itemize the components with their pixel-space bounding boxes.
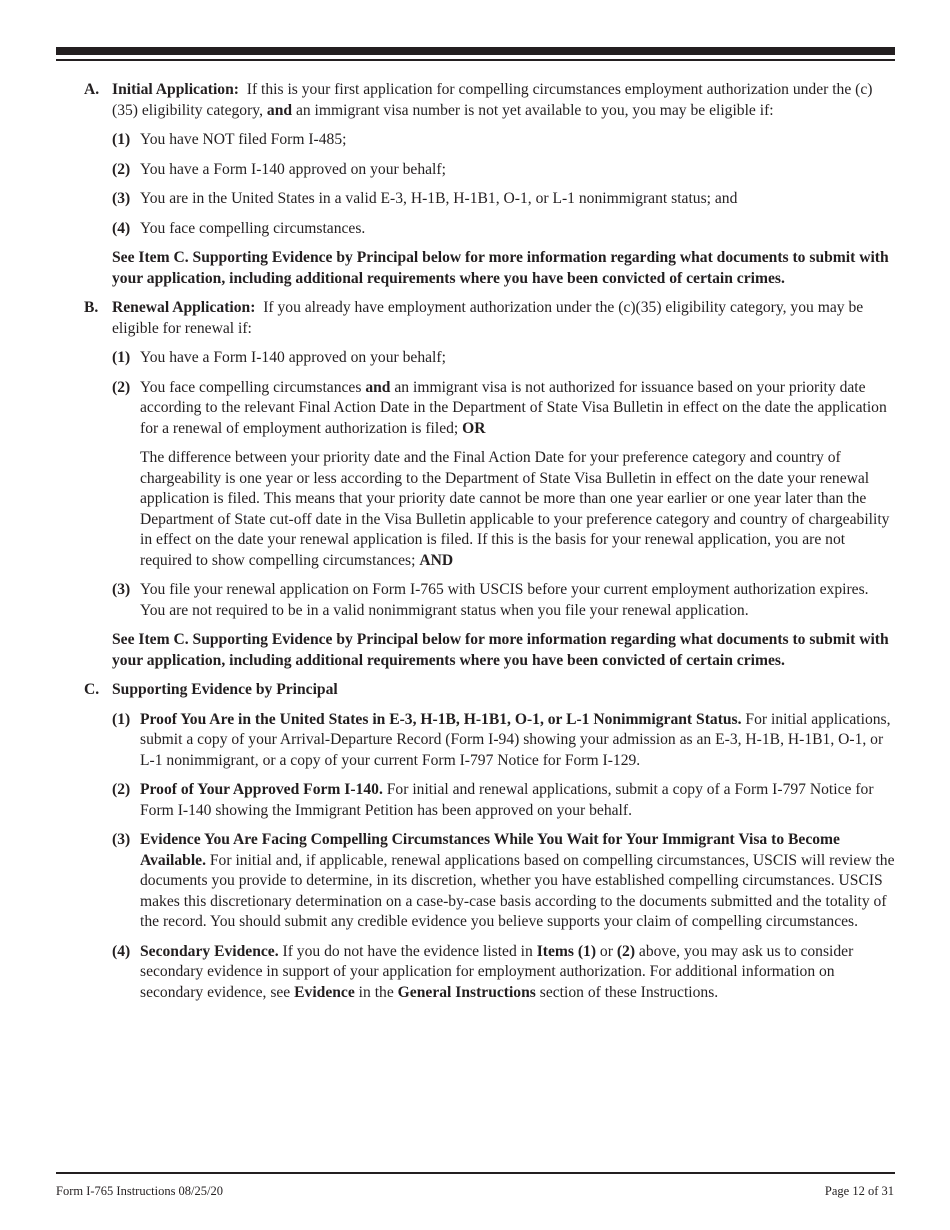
footer-rule <box>56 1172 895 1174</box>
item-title: Proof of Your Approved Form I-140. <box>140 781 383 798</box>
footer-form-name: Form I-765 Instructions 08/25/20 <box>56 1184 224 1198</box>
list-item <box>112 189 896 210</box>
item-and: and <box>365 378 391 396</box>
item-text: You face compelling circumstances <box>140 378 366 396</box>
item-number: (1) <box>112 131 131 148</box>
item-number: (1) <box>112 710 131 728</box>
section-a-note: See Item C. Supporting Evidence by Principal below for more information regarding what documents to submit with your application, including additional requirements where you have been convicted of certain crimes. <box>112 249 889 287</box>
intro-and: and <box>266 101 293 119</box>
list-item <box>112 830 896 933</box>
item-text: section of these Instructions. <box>535 983 719 1001</box>
item-ref-2: (2) <box>616 942 636 960</box>
list-item <box>112 160 896 181</box>
item-number: (4) <box>112 219 131 237</box>
intro-text: If this is your first application for compelling circumstances employment authorization under the (c)(35) eligibility category, <box>112 81 873 119</box>
item-text: You have NOT filed Form I-485; <box>140 131 347 148</box>
item-number: (2) <box>112 378 131 396</box>
item-title: Secondary Evidence. <box>140 942 279 960</box>
item-text-2: an immigrant visa is not authorized for issuance based on your priority date according to the relevant Final Action Date in the Department of State Visa Bulletin in effect on the date the application for a renewal of employment authorization is filed; <box>140 378 887 437</box>
section-b-intro <box>112 298 896 339</box>
list-item <box>112 942 896 1004</box>
section-a <box>84 80 896 289</box>
list-item <box>112 348 896 369</box>
item-ref-general-instructions: General Instructions <box>397 983 536 1001</box>
item-text: For initial and renewal applications, submit a copy of a Form I-797 Notice for Form I-140 showing the Immigrant Petition has been approved on your behalf. <box>140 781 874 819</box>
item-title: Proof You Are in the United States in E-3, H-1B, H-1B1, O-1, or L-1 Nonimmigrant Status. <box>140 710 742 728</box>
list-item <box>112 130 896 151</box>
item-number: (2) <box>112 160 131 178</box>
item-number: (4) <box>112 942 131 960</box>
item-number: (2) <box>112 781 131 798</box>
list-item <box>112 780 896 821</box>
footer-page-number: Page 12 of 31 <box>824 1184 894 1198</box>
section-title: Initial Application: <box>112 81 239 98</box>
section-title: Supporting Evidence by Principal <box>112 681 338 698</box>
section-title: Renewal Application: <box>112 299 256 316</box>
item-text: above, you may ask us to consider secondary evidence in support of your application for employment authorization. For additional information on secondary evidence, see <box>140 942 854 1001</box>
item-number: (3) <box>112 190 131 207</box>
item-text: You are in the United States in a valid E-3, H-1B, H-1B1, O-1, or L-1 nonimmigrant status; and <box>140 190 738 207</box>
item-text: or <box>596 942 617 960</box>
item-text: If you do not have the evidence listed in <box>278 942 537 960</box>
section-letter: A. <box>84 81 100 98</box>
list-item <box>112 710 896 772</box>
item-or: OR <box>462 419 486 437</box>
item-title: Evidence You Are Facing Compelling Circumstances While You Wait for Your Immigrant Visa to Become Available. <box>140 831 840 869</box>
item-number: (3) <box>112 581 131 598</box>
intro-text-2: an immigrant visa number is not yet available to you, you may be eligible if: <box>292 101 774 119</box>
item-text: You face compelling circumstances. <box>140 219 366 237</box>
continuation-and: AND <box>419 551 454 569</box>
item-text: For initial and, if applicable, renewal applications based on compelling circumstances, USCIS will review the documents you provide to determine, in its discretion, whether you have established compelling circumstances. USCIS makes this discretionary determination on a case-by-case basis according to the documents submitted and the totality of the record. You should submit any credible evidence you believe supports your claim of compelling circumstances. <box>140 851 895 930</box>
list-item <box>112 219 896 240</box>
item-number: (3) <box>112 831 131 848</box>
list-item <box>112 378 896 440</box>
item-ref-evidence: Evidence <box>294 983 355 1001</box>
item-text: You have a Form I-140 approved on your behalf; <box>140 160 446 178</box>
header-thin-rule <box>56 59 895 61</box>
section-c <box>84 680 896 1003</box>
item-text: in the <box>354 983 398 1001</box>
item-2-continuation <box>112 448 896 571</box>
section-letter: B. <box>84 299 99 316</box>
intro-text: If you already have employment authorization under the (c)(35) eligibility category, you may be eligible for renewal if: <box>112 299 864 337</box>
list-item <box>112 580 896 621</box>
section-b-note: See Item C. Supporting Evidence by Principal below for more information regarding what documents to submit with your application, including additional requirements where you have been convicted of certain crimes. <box>112 631 889 669</box>
section-letter: C. <box>84 681 100 698</box>
item-ref-items-1: Items (1) <box>536 942 597 960</box>
continuation-text: The difference between your priority date and the Final Action Date for your preference category and country of chargeability is one year or less according to the Department of State Visa Bulletin in effect on the date your renewal application is filed. This means that your priority date cannot be more than one year earlier or one year later than the Department of State cut-off date in the Visa Bulletin applicable to your preference category and country of chargeability in effect on the date your renewal application is filed. If this is the basis for your renewal application, you are not required to show compelling circumstances; <box>140 449 890 569</box>
page-content <box>84 80 896 1012</box>
item-text: You have a Form I-140 approved on your behalf; <box>140 349 446 366</box>
item-text: You file your renewal application on Form I-765 with USCIS before your current employment authorization expires. You are not required to be in a valid nonimmigrant status when you file your renewal application. <box>140 581 869 619</box>
item-number: (1) <box>112 349 131 366</box>
header-thick-rule <box>56 47 895 55</box>
item-text: For initial applications, submit a copy of your Arrival-Departure Record (Form I-94) showing your admission as an E-3, H-1B, H-1B1, O-1, or L-1 nonimmigrant, or a copy of your current Form I-797 Notice for Form I-129. <box>140 710 891 769</box>
section-a-intro <box>112 80 896 121</box>
section-b <box>84 298 896 671</box>
